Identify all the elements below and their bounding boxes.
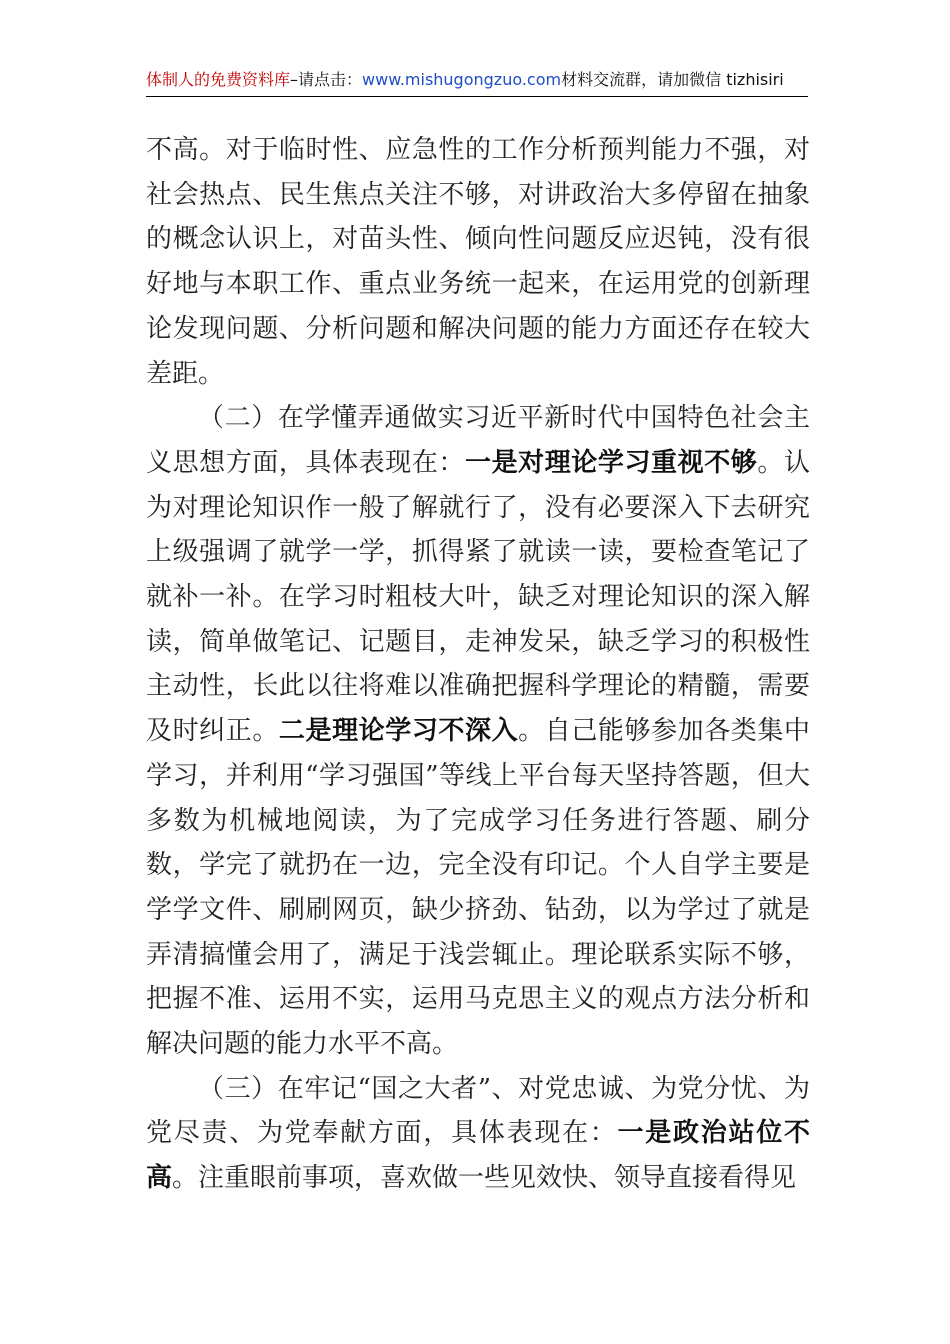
paragraph-2 [146, 396, 810, 1067]
section-2-point-1-text: 。认为对理论知识作一般了解就行了，没有必要深入下去研究上级强调了就学一学，抓得紧了就读一读，要检查笔记了就补一补。在学习时粗枝大叶，缺乏对理论知识的深入解读，简单做笔记、记题目，走神发呆，缺乏学习的积极性主动性，长此以往将难以准确把握科学理论的精髓，需要及时纠正。 [146, 447, 810, 747]
section-2-point-2-text: 。自己能够参加各类集中学习，并利用“学习强国”等线上平台每天坚持答题，但大多数为机械地阅读，为了完成学习任务进行答题、刷分数，学完了就扔在一边，完全没有印记。个人自学主要是学学文件、刷刷网页，缺少挤劲、钻劲，以为学过了就是弄清搞懂会用了，满足于浅尝辄止。理论联系实际不够，把握不准、运用不实，运用马克思主义的观点方法分析和解决问题的能力水平不高。 [146, 716, 810, 1060]
document-body [146, 128, 810, 1201]
section-3-point-1-title: 一是政治站位不高 [146, 1118, 810, 1194]
section-3-intro: （三）在牢记“国之大者”、对党忠诚、为党分忧、为党尽责、为党奉献方面，具体表现在： [146, 1073, 810, 1149]
section-2-point-2-title: 二是理论学习不深入 [278, 716, 519, 747]
header-contact-text: 材料交流群，请加微信 tizhisiri [561, 70, 784, 89]
section-2-point-1-title: 一是对理论学习重视不够 [464, 447, 758, 478]
section-3-point-1-text: 。注重眼前事项，喜欢做一些见效快、领导直接看得见 [172, 1163, 797, 1194]
header-click-text: –请点击： [290, 70, 363, 89]
header-site-name: 体制人的免费资料库 [146, 70, 291, 89]
header-url-link[interactable]: www.mishugongzuo.com [362, 70, 562, 89]
paragraph-1: 不高。对于临时性、应急性的工作分析预判能力不强，对社会热点、民生焦点关注不够，对讲政治大多停留在抽象的概念认识上，对苗头性、倾向性问题反应迟钝，没有很好地与本职工作、重点业务统一起来，在运用党的创新理论发现问题、分析问题和解决问题的能力方面还存在较大差距。 [146, 135, 810, 389]
page-header [146, 70, 808, 97]
section-2-intro: （二）在学懂弄通做实习近平新时代中国特色社会主义思想方面，具体表现在： [146, 403, 810, 478]
paragraph-3 [146, 1067, 810, 1201]
